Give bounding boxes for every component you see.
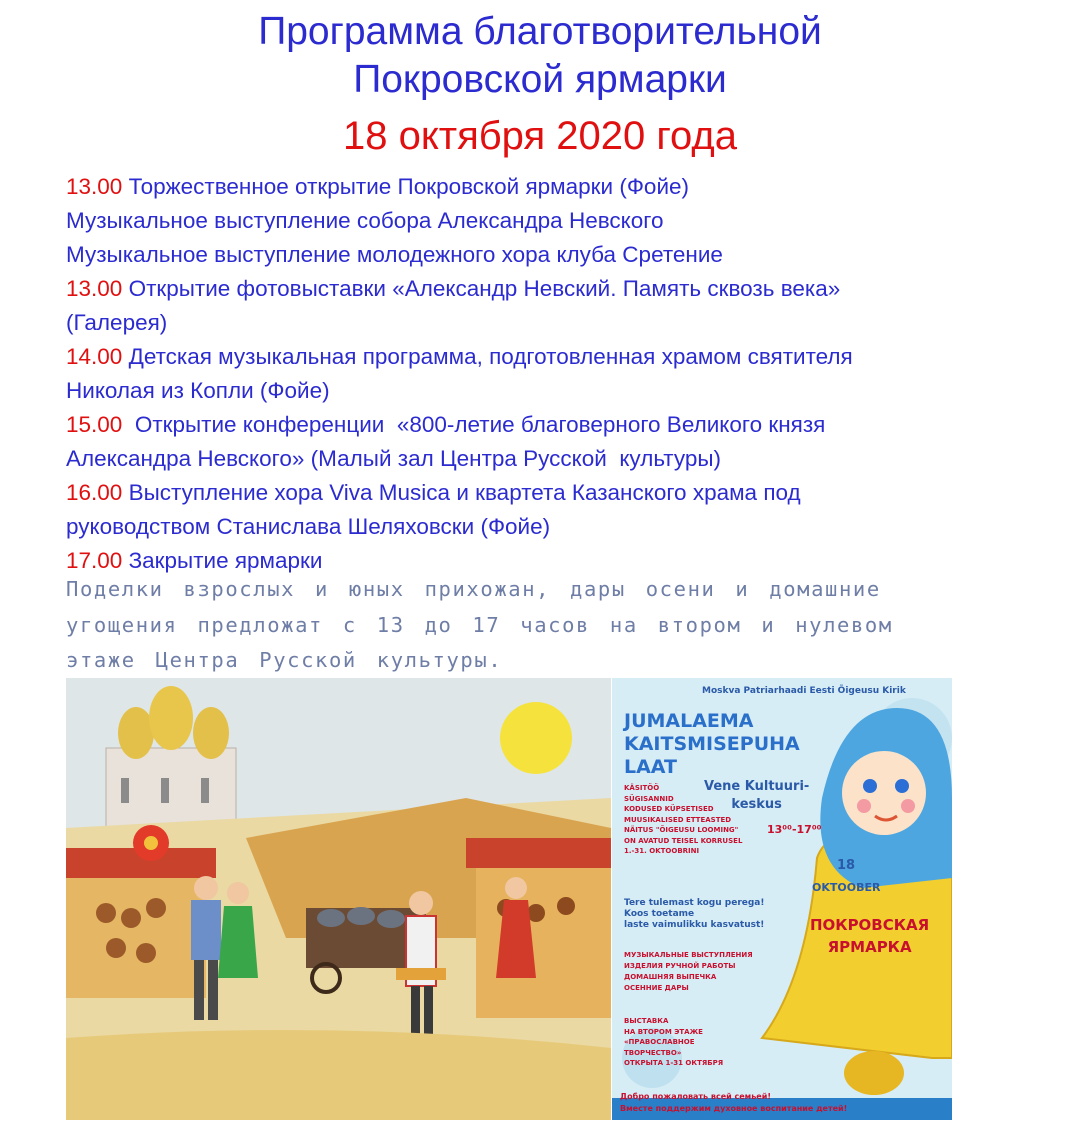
program-time: 17.00 xyxy=(66,548,123,573)
poster-title-line: JUMALAEMA xyxy=(624,710,754,732)
note-line: Поделки взрослых и юных прихожан, дары осени и домашние xyxy=(66,577,881,601)
program-line xyxy=(66,442,1066,476)
event-date: 18 октября 2020 года xyxy=(342,114,738,158)
program-text: (Галерея) xyxy=(66,310,168,335)
poster-footer-line: Вместе поддержим духовное воспитание детей! xyxy=(620,1104,848,1113)
poster-items-ru xyxy=(624,950,753,994)
poster-item: MUUSIKALISED ETTEASTED xyxy=(624,815,732,824)
poster-exhibit-ru xyxy=(624,1016,723,1069)
poster-exhibit-line: ОТКРЫТА 1-31 ОКТЯБРЯ xyxy=(624,1059,724,1067)
poster-item: ДОМАШНЯЯ ВЫПЕЧКА xyxy=(624,973,717,981)
crafts-note xyxy=(66,572,1076,679)
poster-item: KÄSITÖÖ xyxy=(624,784,660,792)
program-time: 13.00 xyxy=(66,174,123,199)
poster-footer-line: Добро пожаловать всей семьей! xyxy=(620,1092,771,1101)
poster-venue-line: keskus xyxy=(731,797,782,812)
poster-footer-ru xyxy=(620,1091,847,1115)
program-text: Открытие фотовыставки «Александр Невский. Память сквозь века» xyxy=(128,276,841,301)
poster-title xyxy=(624,710,800,779)
poster-items-et xyxy=(624,783,742,857)
poster-exhibit-line: ВЫСТАВКА xyxy=(624,1017,669,1025)
poster-exhibit-line: ТВОРЧЕСТВО» xyxy=(624,1048,682,1057)
program-text: Александра Невского» (Малый зал Центра Русской культуры) xyxy=(66,446,722,471)
poster-exhibit-line: НА ВТОРОМ ЭТАЖЕ xyxy=(624,1027,703,1036)
poster-item: ОСЕННИЕ ДАРЫ xyxy=(624,984,689,992)
program-text: Торжественное открытие Покровской ярмарки (Фойе) xyxy=(128,174,690,199)
note-line: угощения предложат с 13 до 17 часов на втором и нулевом xyxy=(66,612,893,637)
title-line-1: Программа благотворительной xyxy=(258,10,822,53)
poster-item: МУЗЫКАЛЬНЫЕ ВЫСТУПЛЕНИЯ xyxy=(624,951,753,959)
poster-fair-line: ПОКРОВСКАЯ xyxy=(810,916,930,934)
poster-welcome-et xyxy=(624,898,764,931)
poster-title-line: KAITSMISEPUHA xyxy=(624,733,800,755)
program-text: Закрытие ярмарки xyxy=(128,548,323,573)
poster-fair-ru xyxy=(810,914,929,958)
poster-exhibit-line: «ПРАВОСЛАВНОЕ xyxy=(624,1038,695,1046)
program-line xyxy=(66,170,1066,204)
poster-item: ON AVATUD TEISEL KORRUSEL xyxy=(624,836,743,845)
fair-poster xyxy=(612,678,952,1120)
program-line xyxy=(66,340,1066,374)
fair-painting xyxy=(66,678,611,1120)
poster-date-num: 18 xyxy=(837,858,856,873)
sun-shape xyxy=(500,702,572,774)
poster-item: ИЗДЕЛИЯ РУЧНОЙ РАБОТЫ xyxy=(624,962,736,970)
poster-welcome-line: Tere tulemast kogu perega! xyxy=(624,898,765,908)
program-text: Выступление хора Viva Musica и квартета Казанского храма под xyxy=(128,480,801,505)
program-text: Детская музыкальная программа, подготовленная храмом святителя xyxy=(128,344,853,369)
program-text: Открытие конференции «800-летие благоверного Великого князя xyxy=(128,412,826,437)
program-line xyxy=(66,272,1066,306)
program-line xyxy=(66,510,1066,544)
poster-item: SÜGISANNID xyxy=(624,794,674,803)
program-text: Музыкальное выступление собора Александра Невского xyxy=(66,208,664,233)
poster-welcome-line: laste vaimulikku kasvatust! xyxy=(624,920,765,930)
program-text: Музыкальное выступление молодежного хора клуба Сретение xyxy=(66,242,723,267)
program-text: Николая из Копли (Фойе) xyxy=(66,378,330,403)
program-line xyxy=(66,476,1066,510)
program-time: 16.00 xyxy=(66,480,123,505)
poster-date-month: OKTOOBER xyxy=(812,881,881,894)
poster-venue-line: Vene Kultuuri- xyxy=(704,779,810,794)
stall-right xyxy=(466,838,611,1018)
poster-item: KODUSED KÜPSETISED xyxy=(624,805,714,813)
program-time: 13.00 xyxy=(66,276,123,301)
program-line xyxy=(66,204,1066,238)
program-time: 14.00 xyxy=(66,344,123,369)
title-line-2: Покровской ярмарки xyxy=(353,58,727,101)
program-line xyxy=(66,408,1066,442)
poster-church: Moskva Patriarhaadi Eesti Õigeusu Kirik xyxy=(702,686,906,696)
program-list xyxy=(66,170,1066,578)
program-line xyxy=(66,238,1066,272)
poster-item: 1.-31. OKTOOBRINI xyxy=(624,847,700,855)
poster-title-line: LAAT xyxy=(624,756,678,778)
program-text: руководством Станислава Шеляховски (Фойе) xyxy=(66,514,551,539)
note-line: этаже Центра Русской культуры. xyxy=(66,648,503,672)
program-line xyxy=(66,374,1066,408)
poster-hours: 13⁰⁰-17⁰⁰ xyxy=(767,823,822,836)
program-line xyxy=(66,306,1066,340)
poster-fair-line: ЯРМАРКА xyxy=(827,938,912,956)
poster-welcome-line: Koos toetame xyxy=(624,909,695,919)
poster-item: NÄITUS "ÕIGEUSU LOOMING" xyxy=(624,826,739,834)
program-time: 15.00 xyxy=(66,412,123,437)
